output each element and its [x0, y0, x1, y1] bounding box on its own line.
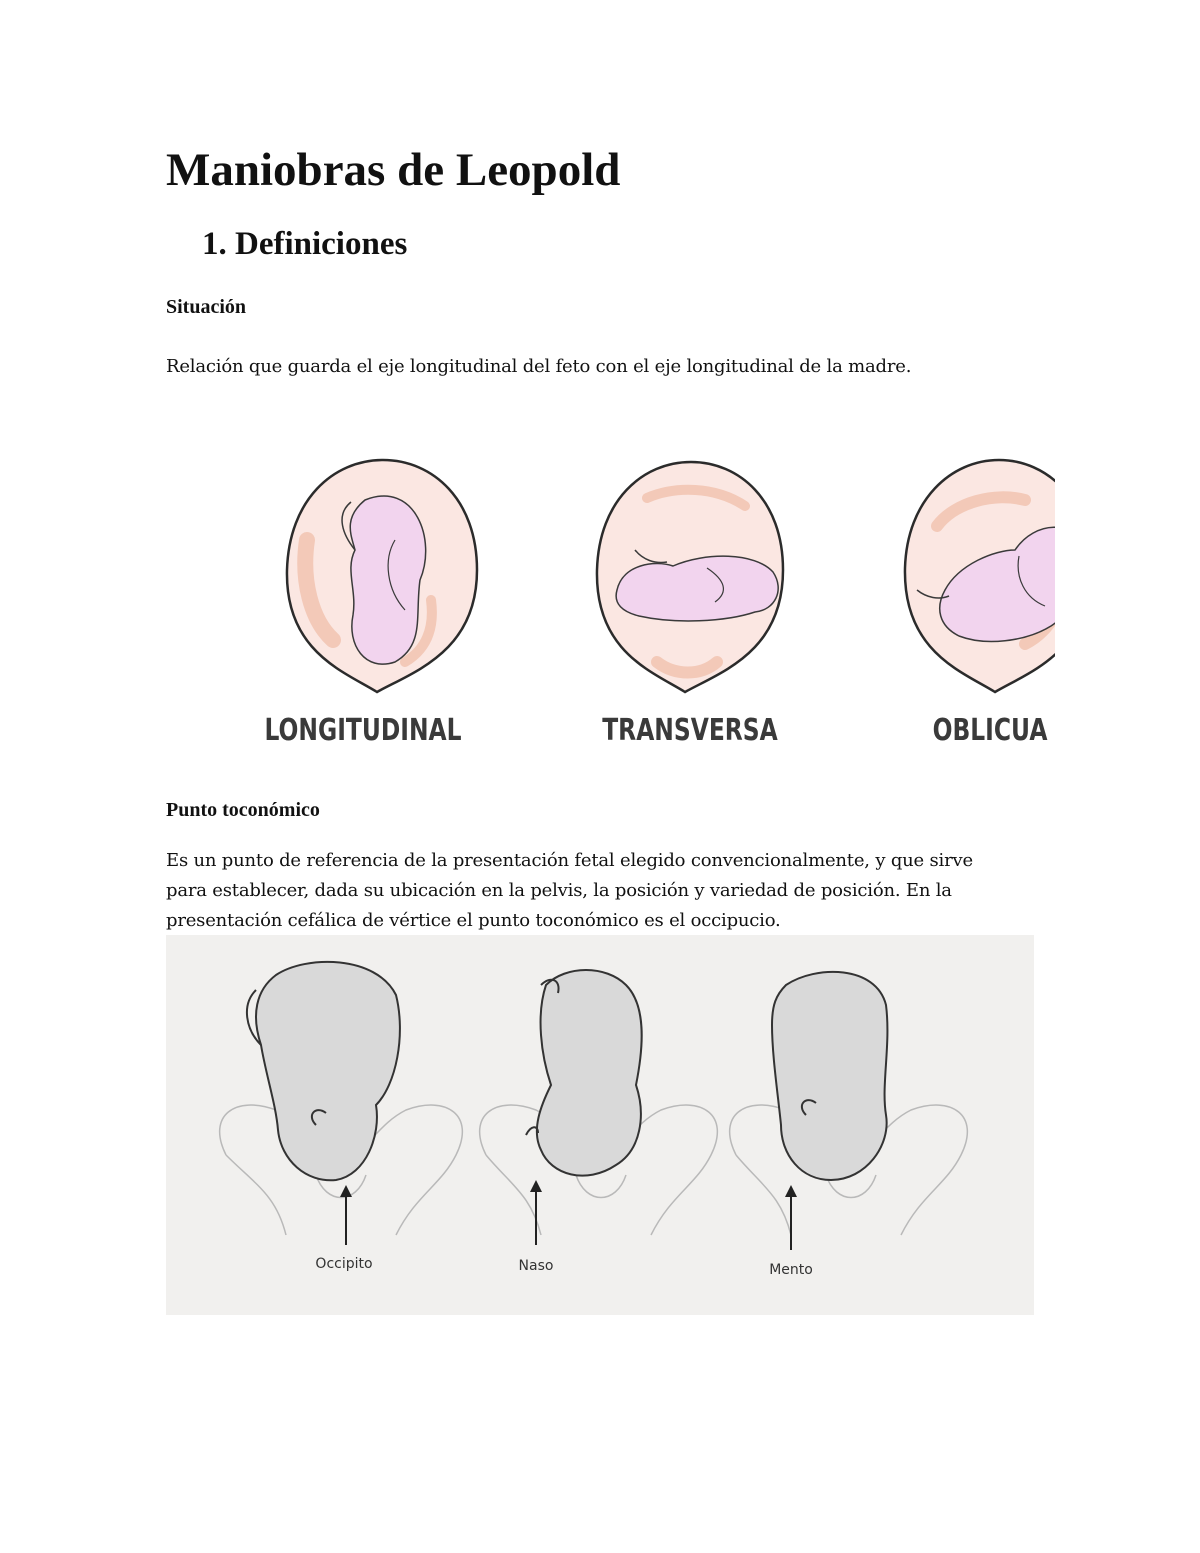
- punto-heading: Punto toconómico: [166, 799, 320, 821]
- punto-label-0: Occipito: [315, 1256, 373, 1272]
- punto-text: [166, 846, 1036, 936]
- page-title: Maniobras de Leopold: [166, 144, 621, 196]
- section-heading: 1. Definiciones: [202, 226, 408, 262]
- situacion-label-0: LONGITUDINAL: [264, 713, 462, 748]
- situacion-label-1: TRANSVERSA: [602, 713, 778, 748]
- uterus-longitudinal: [287, 460, 477, 692]
- punto-label-2: Mento: [769, 1262, 813, 1278]
- situacion-figure: [255, 440, 1055, 760]
- punto-line-1: para establecer, dada su ubicación en la pelvis, la posición y variedad de posición. En la: [166, 880, 952, 901]
- situacion-label-2: OBLICUA: [932, 713, 1048, 748]
- fetus-mento: [772, 972, 887, 1180]
- situacion-heading: Situación: [166, 296, 247, 318]
- uterus-transversa: [597, 462, 783, 692]
- uterus-oblicua: [905, 460, 1055, 692]
- punto-figure: [166, 935, 1034, 1315]
- punto-label-1: Naso: [518, 1258, 554, 1274]
- situacion-text: Relación que guarda el eje longitudinal del feto con el eje longitudinal de la madre.: [166, 356, 912, 377]
- punto-line-2: presentación cefálica de vértice el punto toconómico es el occipucio.: [166, 910, 781, 931]
- punto-line-0: Es un punto de referencia de la presentación fetal elegido convencionalmente, y que sirve: [166, 850, 973, 871]
